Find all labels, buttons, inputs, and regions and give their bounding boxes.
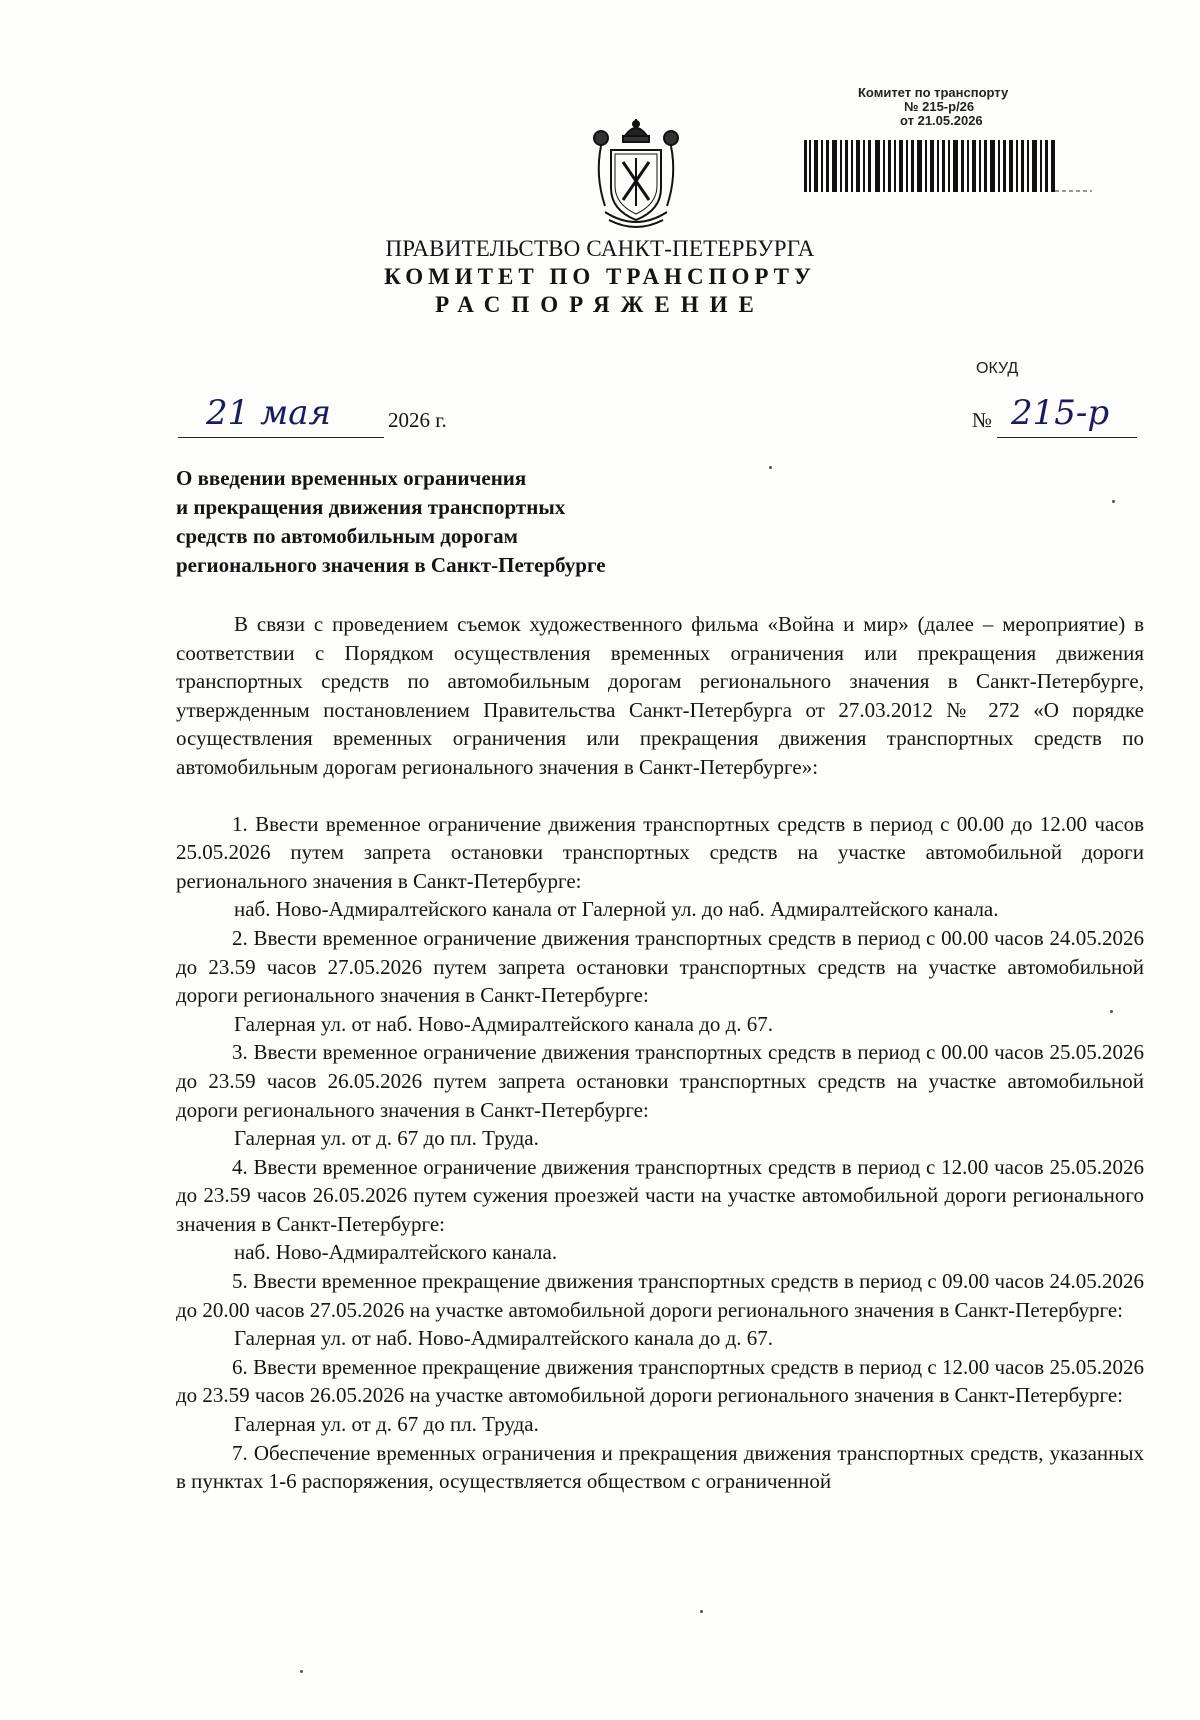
barcode-icon	[800, 136, 1096, 198]
subject-line: средств по автомобильным дорогам	[176, 524, 518, 548]
handwritten-number: 215-р	[1011, 393, 1110, 433]
number-field	[997, 393, 1137, 438]
point-5-address: Галерная ул. от наб. Ново-Адмиралтейского канала до д. 67.	[234, 1326, 774, 1351]
point-3-address: Галерная ул. от д. 67 до пл. Труда.	[234, 1126, 539, 1151]
point-1: 1. Ввести временное ограничение движения транспортных средств в период с 00.00 до 12.00 часов 25.05.2026 путем запрета остановки транспортных средств на участке автомобильной дороги регионального значения в Санкт-Петербурге:	[176, 811, 1144, 893]
scan-speck	[1112, 500, 1115, 503]
point-7: 7. Обеспечение временных ограничения и прекращения движения транспортных средств, указанных в пунктах 1-6 распоряжения, осуществляется обществом с ограниченной	[176, 1440, 1144, 1494]
intro-paragraph: В связи с проведением съемок художественного фильма «Война и мир» (далее – мероприятие) в соответствии с Порядком осуществления временных ограничения или прекращения движения транспортных средств по автомобильным дорогам регионального значения в Санкт-Петербурге, утвержденным постановлением Правительства Санкт-Петербурга от 27.03.2012 № 272 «О порядке осуществления временных ограничения или прекращения движения транспортных средств по автомобильным дорогам регионального значения в Санкт-Петербурге»:	[176, 612, 1144, 779]
point-5: 5. Ввести временное прекращение движения транспортных средств в период с 09.00 часов 24.05.2026 до 20.00 часов 27.05.2026 на участке автомобильной дороги регионального значения в Санкт-Петербурге:	[176, 1269, 1144, 1322]
committee-title: КОМИТЕТ ПО ТРАНСПОРТУ	[384, 264, 816, 289]
date-field	[178, 393, 384, 438]
government-title: ПРАВИТЕЛЬСТВО САНКТ-ПЕТЕРБУРГА	[385, 236, 815, 261]
point-2-address: Галерная ул. от наб. Ново-Адмиралтейского канала до д. 67.	[234, 1011, 774, 1036]
document-body	[176, 610, 1144, 1496]
stamp-number: № 215-р/26	[904, 99, 975, 114]
point-6-address: Галерная ул. от д. 67 до пл. Труда.	[234, 1412, 539, 1437]
point-4-address: наб. Ново-Адмиралтейского канала.	[234, 1240, 558, 1265]
scan-speck	[300, 1670, 303, 1673]
subject-line: регионального значения в Санкт-Петербурге	[176, 553, 606, 577]
scan-speck	[1110, 1010, 1113, 1013]
handwritten-date: 21 мая	[206, 393, 332, 433]
scan-speck	[769, 466, 772, 469]
number-label: №	[972, 408, 993, 432]
scan-speck	[700, 1610, 703, 1613]
subject-line: и прекращения движения транспортных	[176, 495, 566, 519]
okud-label: ОКУД	[976, 360, 1019, 377]
subject-heading	[176, 464, 736, 580]
point-3: 3. Ввести временное ограничение движения транспортных средств в период с 00.00 часов 25.05.2026 до 23.59 часов 26.05.2026 путем запрета остановки транспортных средств на участке автомобильной дороги регионального значения в Санкт-Петербурге:	[176, 1040, 1144, 1122]
document-type: РАСПОРЯЖЕНИЕ	[435, 292, 765, 317]
point-1-address: наб. Ново-Адмиралтейского канала от Галерной ул. до наб. Адмиралтейского канала.	[234, 897, 999, 922]
stamp-committee: Комитет по транспорту	[858, 85, 1009, 100]
registration-stamp	[800, 86, 1062, 128]
point-4: 4. Ввести временное ограничение движения транспортных средств в период с 12.00 часов 25.05.2026 до 23.59 часов 26.05.2026 путем сужения проезжей части на участке автомобильной дороги регионального значения в Санкт-Петербурге:	[176, 1154, 1144, 1236]
point-2: 2. Ввести временное ограничение движения транспортных средств в период с 00.00 часов 24.05.2026 до 23.59 часов 27.05.2026 путем запрета остановки транспортных средств на участке автомобильной дороги регионального значения в Санкт-Петербурге:	[176, 925, 1144, 1008]
subject-line: О введении временных ограничения	[176, 466, 527, 490]
year-label: 2026 г.	[388, 408, 447, 432]
point-6: 6. Ввести временное прекращение движения транспортных средств в период с 12.00 часов 25.05.2026 до 23.59 часов 26.05.2026 на участке автомобильной дороги регионального значения в Санкт-Петербурге:	[176, 1354, 1144, 1408]
stamp-date: от 21.05.2026	[900, 113, 983, 128]
coat-of-arms-icon	[589, 116, 683, 234]
